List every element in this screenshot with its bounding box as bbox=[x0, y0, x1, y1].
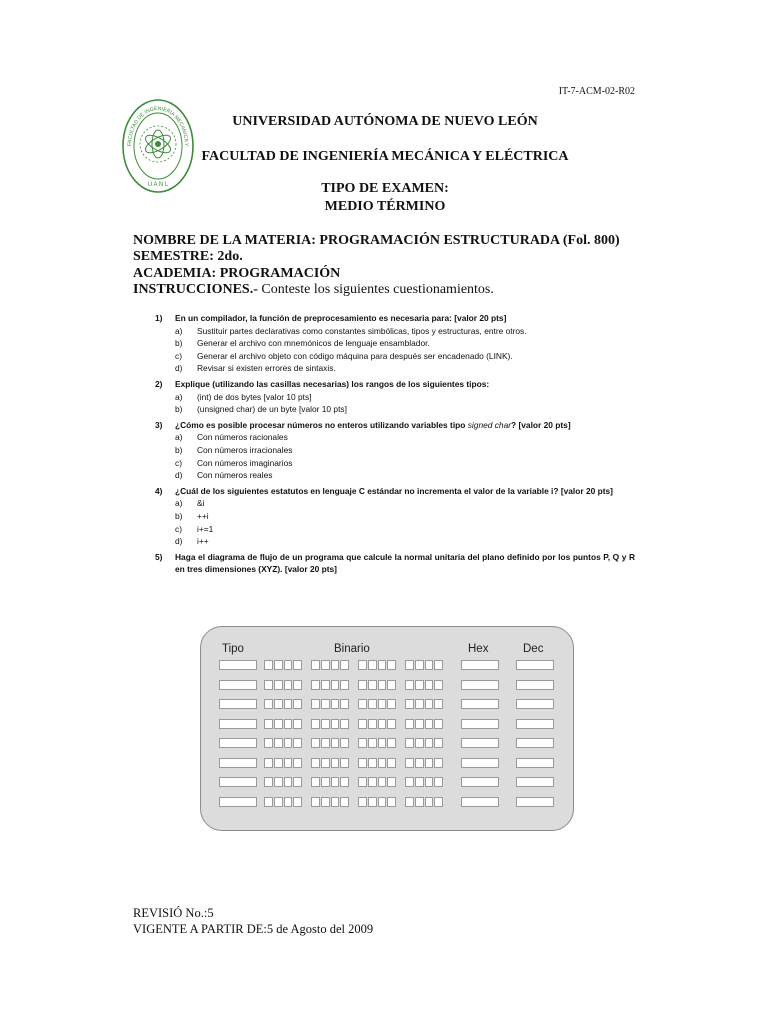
option-1d: d) Revisar si existen errores de sintaxis. bbox=[175, 363, 336, 374]
binary-bit-cell[interactable] bbox=[425, 660, 434, 670]
binary-bit-cell[interactable] bbox=[434, 660, 443, 670]
hex-cell[interactable] bbox=[461, 680, 499, 690]
binary-bit-cell[interactable] bbox=[321, 777, 330, 787]
binary-bit-cell[interactable] bbox=[425, 719, 434, 729]
binary-bit-cell[interactable] bbox=[415, 719, 424, 729]
binary-bit-cell[interactable] bbox=[434, 699, 443, 709]
question-text: ¿Cuál de los siguientes estatutos en lenguaje C estándar no incrementa el valor de la variable i? [valor 20 pts] bbox=[175, 485, 613, 496]
tipo-cell[interactable] bbox=[219, 777, 257, 787]
binary-nibble-group[interactable] bbox=[264, 660, 302, 670]
hex-cell[interactable] bbox=[461, 660, 499, 670]
binary-nibble-group[interactable] bbox=[358, 738, 396, 748]
binary-bit-cell[interactable] bbox=[331, 660, 340, 670]
question-2: 2) Explique (utilizando las casillas necesarias) los rangos de los siguientes tipos: bbox=[155, 378, 490, 389]
binary-nibble-group[interactable] bbox=[405, 777, 443, 787]
binary-bit-cell[interactable] bbox=[434, 719, 443, 729]
binary-bit-cell[interactable] bbox=[415, 758, 424, 768]
binary-bit-cell[interactable] bbox=[415, 797, 424, 807]
binary-bit-cell[interactable] bbox=[264, 699, 273, 709]
binary-bit-cell[interactable] bbox=[274, 777, 283, 787]
subject-line bbox=[133, 233, 620, 249]
binary-bit-cell[interactable] bbox=[264, 719, 273, 729]
binary-bit-cell[interactable] bbox=[274, 680, 283, 690]
option-4c: c) i+=1 bbox=[175, 523, 214, 534]
binary-nibble-group[interactable] bbox=[264, 738, 302, 748]
document-code: IT-7-ACM-02-R02 bbox=[558, 86, 635, 97]
dec-cell[interactable] bbox=[516, 719, 554, 729]
hex-cell[interactable] bbox=[461, 797, 499, 807]
question-text: Explique (utilizando las casillas necesarias) los rangos de los siguientes tipos: bbox=[175, 378, 490, 389]
binary-bit-cell[interactable] bbox=[284, 660, 293, 670]
binary-bit-cell[interactable] bbox=[405, 758, 414, 768]
revision-line bbox=[133, 906, 214, 921]
academy-value: PROGRAMACIÓN bbox=[219, 266, 341, 281]
binary-bit-cell[interactable] bbox=[293, 680, 302, 690]
binary-bit-cell[interactable] bbox=[331, 797, 340, 807]
binary-bit-cell[interactable] bbox=[321, 797, 330, 807]
binary-bit-cell[interactable] bbox=[293, 777, 302, 787]
binary-bit-cell[interactable] bbox=[425, 699, 434, 709]
binary-bit-cell[interactable] bbox=[434, 797, 443, 807]
binary-bit-cell[interactable] bbox=[358, 699, 367, 709]
binary-bit-cell[interactable] bbox=[378, 660, 387, 670]
binary-nibble-group[interactable] bbox=[405, 660, 443, 670]
hex-cell[interactable] bbox=[461, 738, 499, 748]
header-dec: Dec bbox=[523, 643, 544, 655]
binary-nibble-group[interactable] bbox=[358, 719, 396, 729]
dec-cell[interactable] bbox=[516, 777, 554, 787]
binary-nibble-group[interactable] bbox=[311, 699, 349, 709]
subject-label: NOMBRE DE LA MATERIA: bbox=[133, 233, 316, 248]
revision-label: REVISIÓ No.: bbox=[133, 906, 208, 920]
binary-nibble-group[interactable] bbox=[311, 680, 349, 690]
option-4b: b) ++i bbox=[175, 510, 209, 521]
answer-grid-panel bbox=[200, 626, 574, 831]
question-text: En un compilador, la función de preprocesamiento es necesaria para: [valor 20 pts] bbox=[175, 313, 507, 323]
binary-bit-cell[interactable] bbox=[405, 777, 414, 787]
binary-bit-cell[interactable] bbox=[415, 699, 424, 709]
fime-seal-icon bbox=[121, 98, 195, 194]
binary-bit-cell[interactable] bbox=[264, 758, 273, 768]
binary-bit-cell[interactable] bbox=[405, 738, 414, 748]
binary-bit-cell[interactable] bbox=[358, 738, 367, 748]
hex-cell[interactable] bbox=[461, 758, 499, 768]
option-1a: a) Sustituir partes declarativas como constantes simbólicas, tipos y estructuras, entre otros. bbox=[175, 325, 527, 336]
binary-bit-cell[interactable] bbox=[264, 777, 273, 787]
binary-nibble-group[interactable] bbox=[405, 758, 443, 768]
subject-value: PROGRAMACIÓN ESTRUCTURADA (Fol. 800) bbox=[319, 233, 620, 248]
binary-nibble-group[interactable] bbox=[358, 797, 396, 807]
binary-bit-cell[interactable] bbox=[264, 738, 273, 748]
binary-nibble-group[interactable] bbox=[311, 777, 349, 787]
binary-nibble-group[interactable] bbox=[405, 738, 443, 748]
binary-bit-cell[interactable] bbox=[340, 738, 349, 748]
binary-bit-cell[interactable] bbox=[311, 699, 320, 709]
binary-bit-cell[interactable] bbox=[284, 699, 293, 709]
tipo-cell[interactable] bbox=[219, 680, 257, 690]
binary-bit-cell[interactable] bbox=[405, 660, 414, 670]
binary-bit-cell[interactable] bbox=[405, 680, 414, 690]
revision-value: 5 bbox=[207, 906, 214, 920]
binary-bit-cell[interactable] bbox=[405, 699, 414, 709]
binary-bit-cell[interactable] bbox=[378, 797, 387, 807]
option-3c: c) Con números imaginarios bbox=[175, 457, 293, 468]
binary-bit-cell[interactable] bbox=[415, 680, 424, 690]
binary-nibble-group[interactable] bbox=[264, 777, 302, 787]
option-3a: a) Con números racionales bbox=[175, 432, 288, 443]
binary-nibble-group[interactable] bbox=[405, 699, 443, 709]
binary-bit-cell[interactable] bbox=[331, 719, 340, 729]
option-3b: b) Con números irracionales bbox=[175, 444, 293, 455]
binary-bit-cell[interactable] bbox=[368, 660, 377, 670]
binary-bit-cell[interactable] bbox=[311, 758, 320, 768]
binary-bit-cell[interactable] bbox=[284, 680, 293, 690]
binary-nibble-group[interactable] bbox=[264, 680, 302, 690]
binary-bit-cell[interactable] bbox=[311, 797, 320, 807]
semester-line bbox=[133, 249, 243, 265]
binary-nibble-group[interactable] bbox=[311, 758, 349, 768]
binary-bit-cell[interactable] bbox=[311, 777, 320, 787]
binary-bit-cell[interactable] bbox=[274, 758, 283, 768]
binary-bit-cell[interactable] bbox=[321, 699, 330, 709]
header-binario: Binario bbox=[334, 643, 370, 655]
binary-bit-cell[interactable] bbox=[274, 660, 283, 670]
binary-bit-cell[interactable] bbox=[387, 660, 396, 670]
dec-cell[interactable] bbox=[516, 797, 554, 807]
binary-nibble-group[interactable] bbox=[405, 719, 443, 729]
binary-bit-cell[interactable] bbox=[340, 797, 349, 807]
binary-bit-cell[interactable] bbox=[415, 777, 424, 787]
binary-nibble-group[interactable] bbox=[264, 719, 302, 729]
binary-bit-cell[interactable] bbox=[387, 797, 396, 807]
binary-nibble-group[interactable] bbox=[358, 699, 396, 709]
binary-nibble-group[interactable] bbox=[405, 797, 443, 807]
binary-bit-cell[interactable] bbox=[405, 797, 414, 807]
option-3d: d) Con números reales bbox=[175, 470, 273, 481]
binary-bit-cell[interactable] bbox=[378, 777, 387, 787]
binary-bit-cell[interactable] bbox=[340, 777, 349, 787]
binary-bit-cell[interactable] bbox=[425, 758, 434, 768]
binary-bit-cell[interactable] bbox=[358, 758, 367, 768]
binary-bit-cell[interactable] bbox=[293, 738, 302, 748]
binary-bit-cell[interactable] bbox=[378, 758, 387, 768]
binary-bit-cell[interactable] bbox=[264, 680, 273, 690]
binary-bit-cell[interactable] bbox=[340, 758, 349, 768]
tipo-cell[interactable] bbox=[219, 699, 257, 709]
dec-cell[interactable] bbox=[516, 660, 554, 670]
question-3: 3) ¿Cómo es posible procesar números no enteros utilizando variables tipo signed char? [valor 20 pts] bbox=[155, 419, 571, 430]
question-5: 5) Haga el diagrama de flujo de un programa que calcule la normal unitaria del plano definido por los puntos P, Q y R en tres dimensiones (XYZ). [valor 20 pts] bbox=[155, 551, 635, 575]
question-4: 4) ¿Cuál de los siguientes estatutos en lenguaje C estándar no incrementa el valor de la variable i? [valor 20 pts] bbox=[155, 485, 613, 496]
academy-line bbox=[133, 266, 340, 282]
binary-bit-cell[interactable] bbox=[311, 738, 320, 748]
binary-bit-cell[interactable] bbox=[434, 738, 443, 748]
binary-bit-cell[interactable] bbox=[284, 758, 293, 768]
faculty-title: FACULTAD DE INGENIERÍA MECÁNICA Y ELÉCTRICA bbox=[201, 149, 569, 164]
binary-bit-cell[interactable] bbox=[331, 699, 340, 709]
binary-bit-cell[interactable] bbox=[284, 777, 293, 787]
binary-bit-cell[interactable] bbox=[340, 680, 349, 690]
university-title: UNIVERSIDAD AUTÓNOMA DE NUEVO LEÓN bbox=[232, 114, 538, 129]
binary-bit-cell[interactable] bbox=[387, 719, 396, 729]
binary-bit-cell[interactable] bbox=[387, 777, 396, 787]
valid-from-line bbox=[133, 922, 373, 937]
binary-bit-cell[interactable] bbox=[274, 797, 283, 807]
binary-bit-cell[interactable] bbox=[434, 758, 443, 768]
binary-bit-cell[interactable] bbox=[378, 719, 387, 729]
hex-cell[interactable] bbox=[461, 719, 499, 729]
binary-nibble-group[interactable] bbox=[311, 797, 349, 807]
binary-nibble-group[interactable] bbox=[264, 797, 302, 807]
binary-nibble-group[interactable] bbox=[405, 680, 443, 690]
dec-cell[interactable] bbox=[516, 738, 554, 748]
binary-bit-cell[interactable] bbox=[378, 738, 387, 748]
valid-value: 5 de Agosto del 2009 bbox=[266, 922, 374, 936]
binary-bit-cell[interactable] bbox=[358, 680, 367, 690]
question-list bbox=[155, 312, 635, 576]
binary-bit-cell[interactable] bbox=[425, 738, 434, 748]
binary-bit-cell[interactable] bbox=[368, 738, 377, 748]
binary-bit-cell[interactable] bbox=[415, 738, 424, 748]
dec-cell[interactable] bbox=[516, 758, 554, 768]
binary-bit-cell[interactable] bbox=[434, 680, 443, 690]
binary-bit-cell[interactable] bbox=[387, 758, 396, 768]
binary-bit-cell[interactable] bbox=[368, 680, 377, 690]
header-tipo: Tipo bbox=[222, 643, 244, 655]
binary-bit-cell[interactable] bbox=[321, 660, 330, 670]
question-text: Haga el diagrama de flujo de un programa que calcule la normal unitaria del plano definido por los puntos P, Q y R en tres dimensiones (XYZ). [valor 20 pts] bbox=[175, 551, 635, 575]
binary-bit-cell[interactable] bbox=[293, 699, 302, 709]
binary-bit-cell[interactable] bbox=[331, 758, 340, 768]
binary-nibble-group[interactable] bbox=[311, 738, 349, 748]
binary-bit-cell[interactable] bbox=[321, 738, 330, 748]
binary-bit-cell[interactable] bbox=[284, 797, 293, 807]
binary-bit-cell[interactable] bbox=[434, 777, 443, 787]
binary-nibble-group[interactable] bbox=[358, 758, 396, 768]
binary-bit-cell[interactable] bbox=[368, 797, 377, 807]
binary-bit-cell[interactable] bbox=[274, 738, 283, 748]
binary-nibble-group[interactable] bbox=[264, 699, 302, 709]
instructions-line bbox=[133, 282, 494, 298]
binary-nibble-group[interactable] bbox=[358, 660, 396, 670]
option-1b: b) Generar el archivo con mnemónicos de lenguaje ensamblador. bbox=[175, 338, 430, 349]
binary-bit-cell[interactable] bbox=[293, 719, 302, 729]
binary-bit-cell[interactable] bbox=[264, 797, 273, 807]
exam-type-value: MEDIO TÉRMINO bbox=[324, 199, 446, 214]
binary-bit-cell[interactable] bbox=[387, 680, 396, 690]
binary-bit-cell[interactable] bbox=[368, 758, 377, 768]
option-2b: b) (unsigned char) de un byte [valor 10 pts] bbox=[175, 404, 347, 415]
semester-value: 2do. bbox=[217, 249, 243, 264]
binary-bit-cell[interactable] bbox=[284, 719, 293, 729]
binary-bit-cell[interactable] bbox=[293, 758, 302, 768]
binary-bit-cell[interactable] bbox=[293, 797, 302, 807]
binary-bit-cell[interactable] bbox=[311, 660, 320, 670]
dec-cell[interactable] bbox=[516, 699, 554, 709]
seal-ring-text: FACULTAD DE INGENIERIA MECANICA Y bbox=[126, 105, 190, 147]
option-2a: a) (int) de dos bytes [valor 10 pts] bbox=[175, 391, 312, 402]
binary-nibble-group[interactable] bbox=[264, 758, 302, 768]
binary-bit-cell[interactable] bbox=[387, 699, 396, 709]
binary-bit-cell[interactable] bbox=[340, 660, 349, 670]
binary-bit-cell[interactable] bbox=[340, 719, 349, 729]
dec-cell[interactable] bbox=[516, 680, 554, 690]
question-1: 1) En un compilador, la función de preprocesamiento es necesaria para: [valor 20 pts] bbox=[155, 313, 507, 323]
binary-bit-cell[interactable] bbox=[387, 738, 396, 748]
binary-bit-cell[interactable] bbox=[358, 777, 367, 787]
tipo-cell[interactable] bbox=[219, 719, 257, 729]
binary-bit-cell[interactable] bbox=[358, 719, 367, 729]
binary-bit-cell[interactable] bbox=[274, 699, 283, 709]
header-hex: Hex bbox=[468, 643, 489, 655]
valid-label: VIGENTE A PARTIR DE: bbox=[133, 922, 267, 936]
instructions-label: INSTRUCCIONES.- bbox=[133, 282, 258, 297]
binary-bit-cell[interactable] bbox=[311, 719, 320, 729]
binary-bit-cell[interactable] bbox=[293, 660, 302, 670]
binary-bit-cell[interactable] bbox=[321, 680, 330, 690]
option-4a: a) &i bbox=[175, 498, 205, 509]
binary-nibble-group[interactable] bbox=[358, 680, 396, 690]
binary-bit-cell[interactable] bbox=[368, 719, 377, 729]
binary-bit-cell[interactable] bbox=[358, 797, 367, 807]
tipo-cell[interactable] bbox=[219, 660, 257, 670]
semester-label: SEMESTRE: bbox=[133, 249, 214, 264]
option-4d: d) i++ bbox=[175, 536, 209, 547]
binary-bit-cell[interactable] bbox=[368, 777, 377, 787]
binary-bit-cell[interactable] bbox=[378, 699, 387, 709]
binary-bit-cell[interactable] bbox=[425, 797, 434, 807]
hex-cell[interactable] bbox=[461, 777, 499, 787]
binary-bit-cell[interactable] bbox=[311, 680, 320, 690]
binary-bit-cell[interactable] bbox=[415, 660, 424, 670]
binary-bit-cell[interactable] bbox=[368, 699, 377, 709]
binary-bit-cell[interactable] bbox=[274, 719, 283, 729]
binary-bit-cell[interactable] bbox=[331, 777, 340, 787]
binary-bit-cell[interactable] bbox=[425, 777, 434, 787]
binary-bit-cell[interactable] bbox=[264, 660, 273, 670]
binary-nibble-group[interactable] bbox=[311, 719, 349, 729]
exam-type-label: TIPO DE EXAMEN: bbox=[321, 181, 449, 196]
academy-label: ACADEMIA: bbox=[133, 266, 217, 281]
option-1c: c) Generar el archivo objeto con código máquina para después ser encadenado (LINK). bbox=[175, 350, 513, 361]
binary-bit-cell[interactable] bbox=[331, 738, 340, 748]
binary-nibble-group[interactable] bbox=[311, 660, 349, 670]
binary-bit-cell[interactable] bbox=[425, 680, 434, 690]
binary-bit-cell[interactable] bbox=[321, 719, 330, 729]
seal-bottom-text: U A N L bbox=[147, 182, 169, 188]
tipo-cell[interactable] bbox=[219, 758, 257, 768]
binary-bit-cell[interactable] bbox=[284, 738, 293, 748]
binary-bit-cell[interactable] bbox=[405, 719, 414, 729]
instructions-value: Conteste los siguientes cuestionamientos. bbox=[261, 282, 494, 297]
binary-nibble-group[interactable] bbox=[358, 777, 396, 787]
binary-bit-cell[interactable] bbox=[321, 758, 330, 768]
svg-text:FACULTAD DE INGENIERIA MECANIC bbox=[121, 98, 189, 147]
hex-cell[interactable] bbox=[461, 699, 499, 709]
tipo-cell[interactable] bbox=[219, 738, 257, 748]
binary-bit-cell[interactable] bbox=[340, 699, 349, 709]
binary-bit-cell[interactable] bbox=[358, 660, 367, 670]
binary-bit-cell[interactable] bbox=[378, 680, 387, 690]
tipo-cell[interactable] bbox=[219, 797, 257, 807]
binary-bit-cell[interactable] bbox=[331, 680, 340, 690]
